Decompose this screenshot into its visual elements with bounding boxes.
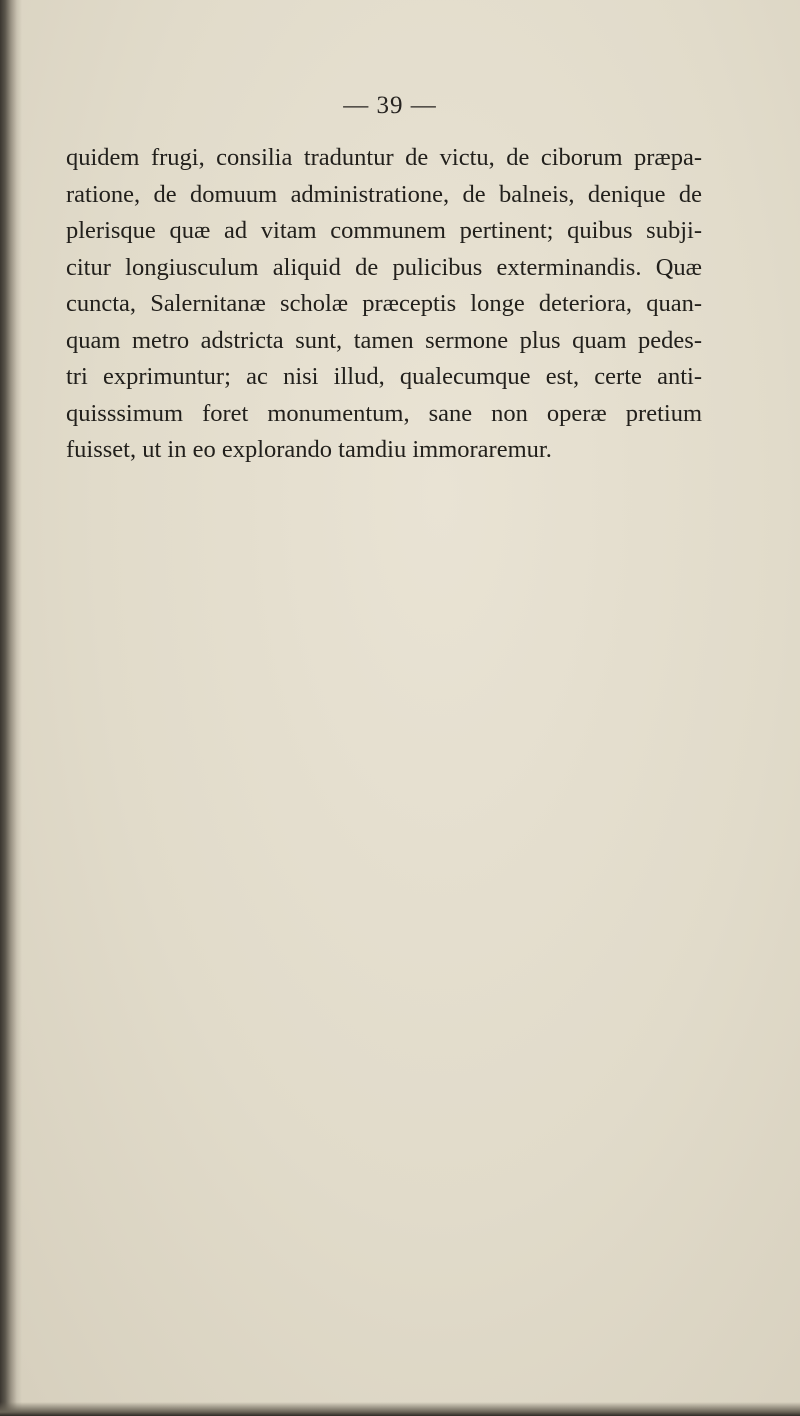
text-line: quam metro adstricta sunt, tamen sermone plus quam pedes-: [66, 326, 702, 354]
page-bottom-edge: [0, 1402, 800, 1416]
text-line: plerisque quæ ad vitam communem pertinent; quibus subji-: [66, 217, 702, 244]
page-number: — 39 —: [343, 92, 437, 119]
text-line: citur longiusculum aliquid de pulicibus exterminandis. Quæ: [66, 253, 702, 281]
text-line: tri exprimuntur; ac nisi illud, qualecumque est, certe anti-: [66, 363, 702, 390]
text-line: quidem frugi, consilia traduntur de victu, de ciborum præpa-: [66, 144, 702, 171]
body-paragraph: [66, 140, 702, 469]
binding-edge: [0, 0, 22, 1416]
text-line: cuncta, Salernitanæ scholæ præceptis longe deteriora, quan-: [66, 290, 702, 317]
text-line: ratione, de domuum administratione, de balneis, denique de: [66, 180, 702, 208]
text-line: fuisset, ut in eo explorando tamdiu immoraremur.: [66, 436, 552, 463]
text-line: quisssimum foret monumentum, sane non operæ pretium: [66, 399, 702, 427]
